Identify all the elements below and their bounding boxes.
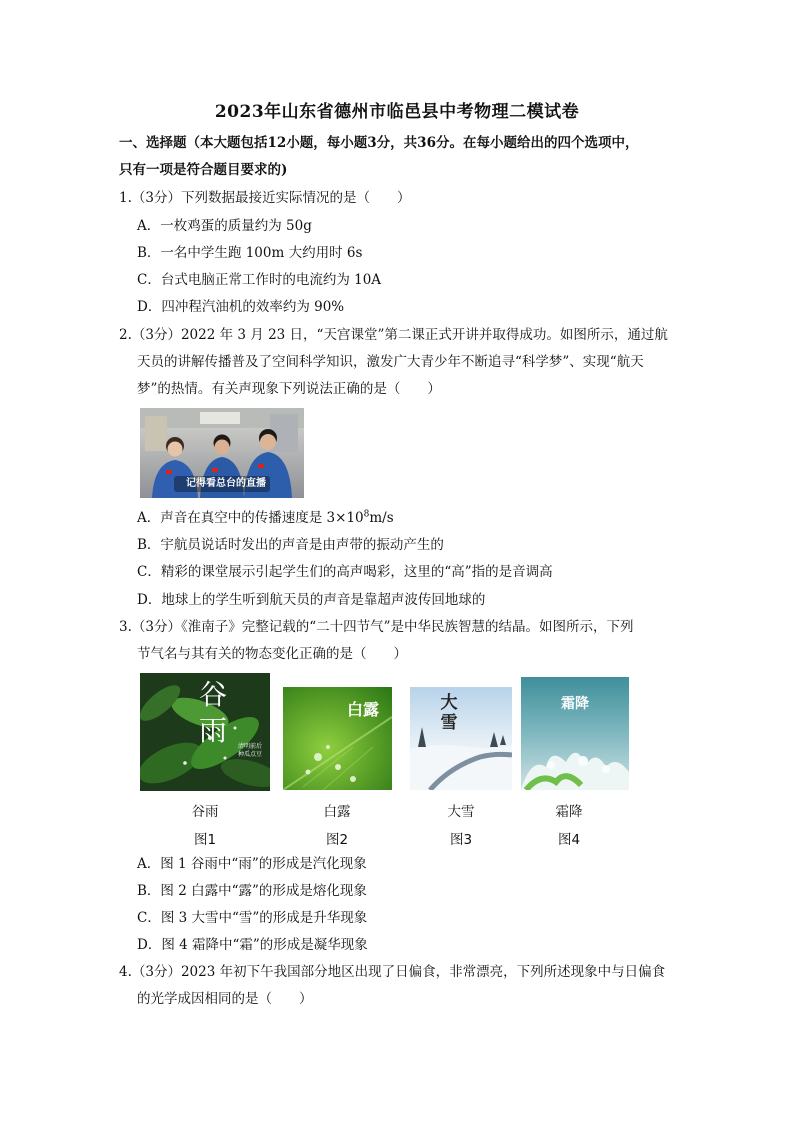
q1-option-b: B．一名中学生跑 100m 大约用时 6s (137, 245, 363, 261)
q2-option-d: D．地球上的学生听到航天员的声音是靠超声波传回地球的 (137, 592, 486, 608)
q1-option-a: A．一枚鸡蛋的质量约为 50g (137, 218, 312, 234)
shuangjiang-image (521, 677, 629, 790)
daxue-image (410, 687, 512, 790)
q3-option-d: D．图 4 霜降中“霜”的形成是凝华现象 (137, 937, 368, 953)
bailu-image (283, 687, 392, 790)
q2-option-a (137, 508, 394, 528)
q3-stem-line1: 3.（3分）《淮南子》完整记载的“二十四节气”是中华民族智慧的结晶。如图所示，下列 (119, 619, 634, 635)
shuangjiang-overlay-title: 霜降 (561, 696, 589, 712)
q2-option-a-exponent: 8 (363, 509, 370, 520)
q2-option-b: B．宇航员说话时发出的声音是由声带的振动产生的 (137, 537, 444, 553)
q4-stem-line1: 4.（3分）2023 年初下午我国部分地区出现了日偏食，非常漂亮，下列所述现象中与日偏食 (119, 964, 666, 980)
q1-option-d: D．四冲程汽油机的效率约为 90% (137, 299, 345, 315)
fig3-label: 图3 (449, 832, 473, 848)
astronauts-photo (140, 408, 304, 498)
q1-stem: 1.（3分）下列数据最接近实际情况的是（ ） (119, 190, 411, 206)
q1-option-c: C．台式电脑正常工作时的电流约为 10A (137, 272, 382, 288)
fig2-label: 图2 (325, 832, 349, 848)
fig4-name: 霜降 (555, 804, 583, 820)
fig2-name: 白露 (323, 804, 351, 820)
q3-option-b: B．图 2 白露中“露”的形成是熔化现象 (137, 883, 367, 899)
fig3-name: 大雪 (447, 804, 475, 820)
q2-option-a-unit: m/s (369, 510, 394, 526)
q3-option-a: A．图 1 谷雨中“雨”的形成是汽化现象 (137, 856, 367, 872)
q2-stem-line2: 天员的讲解传播普及了空间科学知识，激发广大青少年不断追寻“科学梦”、实现“航天 (137, 354, 644, 370)
guyu-image (140, 673, 270, 791)
q3-option-c: C．图 3 大雪中“雪”的形成是升华现象 (137, 910, 368, 926)
q2-stem-line1: 2.（3分）2022 年 3 月 23 日，“天宫课堂”第二课正式开讲并取得成功。如图所示，通过航 (119, 327, 668, 343)
q4-stem-line2: 的光学成因相同的是（ ） (137, 991, 313, 1007)
fig4-label: 图4 (557, 832, 581, 848)
guyu-overlay-sub: 清明前后 种瓜点豆 (238, 743, 263, 758)
q2-stem-line3: 梦”的热情。有关声现象下列说法正确的是（ ） (137, 381, 441, 397)
daxue-overlay-title: 大雪 (440, 693, 458, 733)
q3-stem-line2: 节气名与其有关的物态变化正确的是（ ） (137, 646, 407, 662)
guyu-overlay-title: 谷雨 (198, 678, 227, 747)
section-heading-line2: 只有一项是符合题目要求的) (119, 162, 288, 178)
q2-option-c: C．精彩的课堂展示引起学生们的高声喝彩，这里的“高”指的是音调高 (137, 564, 553, 580)
photo-subtitle: 记得看总台的直播 (186, 478, 266, 489)
fig1-name: 谷雨 (191, 804, 219, 820)
bailu-overlay-title: 白露 (347, 700, 380, 719)
exam-title: 2023年山东省德州市临邑县中考物理二模试卷 (214, 102, 580, 122)
section-heading-line1: 一、选择题（本大题包括12小题，每小题3分，共36分。在每小题给出的四个选项中， (119, 135, 639, 151)
q2-option-a-text: A．声音在真空中的传播速度是 3×10 (137, 510, 364, 526)
fig1-label: 图1 (193, 832, 217, 848)
